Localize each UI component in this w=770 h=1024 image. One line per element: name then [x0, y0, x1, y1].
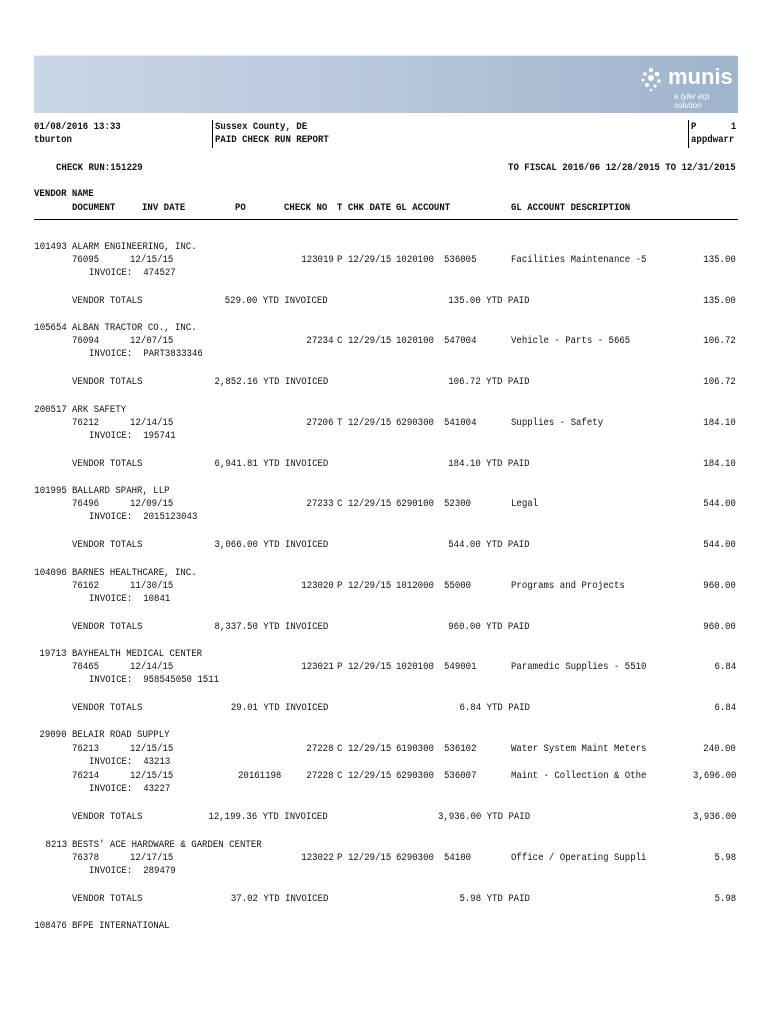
- vendor-totals-label: VENDOR TOTALS: [72, 539, 143, 551]
- vendor-id: 108476: [34, 920, 67, 932]
- line-document: 76214: [72, 770, 100, 782]
- vendor-id: 101493: [34, 241, 67, 253]
- vendor-ytd-invoiced: 6,941.81 YTD INVOICED: [214, 458, 328, 470]
- col-po: PO: [235, 202, 246, 214]
- vendor-totals-label: VENDOR TOTALS: [72, 811, 143, 823]
- logo-tagline: a tyler erp solution: [674, 92, 710, 110]
- vendor-totals-label: VENDOR TOTALS: [72, 458, 143, 470]
- line-gl-object: 536007: [444, 770, 477, 782]
- line-document: 76212: [72, 417, 100, 429]
- vendor-name: BFPE INTERNATIONAL: [72, 920, 170, 932]
- header-divider-right: [688, 120, 689, 148]
- line-gl-object: 547004: [444, 335, 477, 347]
- line-invoice: INVOICE: 958545050 1511: [89, 674, 220, 686]
- vendor-total: 184.10: [703, 458, 736, 470]
- line-document: 76162: [72, 580, 100, 592]
- line-gl-desc: Supplies - Safety: [511, 417, 604, 429]
- line-check-date: 12/29/15: [348, 417, 392, 429]
- line-inv-date: 11/30/15: [130, 580, 174, 592]
- vendor-ytd-invoiced: 8,337.50 YTD INVOICED: [214, 621, 328, 633]
- line-document: 76095: [72, 254, 100, 266]
- line-gl-org: 6290100: [396, 498, 434, 510]
- line-invoice: INVOICE: 474527: [89, 267, 176, 279]
- line-amount: 106.72: [703, 335, 736, 347]
- vendor-name: BARNES HEALTHCARE, INC.: [72, 567, 197, 579]
- program-name: appdwarr: [691, 134, 735, 146]
- vendor-id: 29090: [39, 729, 67, 741]
- vendor-total: 106.72: [703, 376, 736, 388]
- vendor-id: 104096: [34, 567, 67, 579]
- check-run: CHECK RUN:151229: [56, 162, 143, 174]
- fiscal-range: TO FISCAL 2016/06 12/28/2015 TO 12/31/2015: [508, 162, 736, 174]
- header-rule: [34, 219, 738, 220]
- line-invoice: INVOICE: 43227: [89, 783, 171, 795]
- line-check-date: 12/29/15: [348, 661, 392, 673]
- col-check-no: CHECK NO: [284, 202, 328, 214]
- vendor-ytd-paid: 960.00 YTD PAID: [448, 621, 530, 633]
- line-gl-org: 1012000: [396, 580, 434, 592]
- line-gl-desc: Office / Operating Suppli: [511, 852, 647, 864]
- vendor-name: BELAIR ROAD SUPPLY: [72, 729, 170, 741]
- line-po: 20161198: [238, 770, 282, 782]
- vendor-id: 8213: [45, 839, 67, 851]
- col-document: DOCUMENT: [72, 202, 116, 214]
- vendor-totals-label: VENDOR TOTALS: [72, 376, 143, 388]
- line-gl-org: 6290300: [396, 852, 434, 864]
- col-t-chk-date: T CHK DATE: [337, 202, 392, 214]
- line-check-type: P: [337, 852, 343, 864]
- line-check-date: 12/29/15: [348, 498, 392, 510]
- vendor-id: 101995: [34, 485, 67, 497]
- line-check-date: 12/29/15: [348, 852, 392, 864]
- line-check-no: 27233: [306, 498, 334, 510]
- line-check-no: 123021: [301, 661, 334, 673]
- line-check-type: C: [337, 335, 343, 347]
- vendor-total: 5.98: [714, 893, 736, 905]
- line-invoice: INVOICE: 195741: [89, 430, 176, 442]
- vendor-name: ALBAN TRACTOR CO., INC.: [72, 322, 197, 334]
- line-gl-org: 1020100: [396, 661, 434, 673]
- vendor-id: 105654: [34, 322, 67, 334]
- line-gl-desc: Facilities Maintenance -5: [511, 254, 647, 266]
- munis-logo: [634, 62, 733, 110]
- vendor-ytd-paid: 544.00 YTD PAID: [448, 539, 530, 551]
- line-gl-object: 536102: [444, 743, 477, 755]
- line-check-no: 27228: [306, 770, 334, 782]
- line-gl-object: 52300: [444, 498, 472, 510]
- col-gl-desc: GL ACCOUNT DESCRIPTION: [511, 202, 631, 214]
- line-check-date: 12/29/15: [348, 743, 392, 755]
- vendor-name: BESTS' ACE HARDWARE & GARDEN CENTER: [72, 839, 262, 851]
- line-gl-org: 6290300: [396, 770, 434, 782]
- report-title: PAID CHECK RUN REPORT: [215, 134, 329, 146]
- col-vendor-name: VENDOR NAME: [34, 188, 94, 200]
- vendor-total: 6.84: [714, 702, 736, 714]
- line-invoice: INVOICE: PART3833346: [89, 348, 203, 360]
- line-gl-desc: Maint - Collection & Othe: [511, 770, 647, 782]
- line-check-no: 27228: [306, 743, 334, 755]
- page-number: 1: [730, 121, 736, 133]
- vendor-ytd-invoiced: 12,199.36 YTD INVOICED: [208, 811, 328, 823]
- line-gl-object: 55000: [444, 580, 472, 592]
- vendor-ytd-paid: 6.84 YTD PAID: [459, 702, 530, 714]
- line-check-date: 12/29/15: [348, 770, 392, 782]
- line-check-date: 12/29/15: [348, 580, 392, 592]
- vendor-ytd-paid: 5.98 YTD PAID: [459, 893, 530, 905]
- line-document: 76213: [72, 743, 100, 755]
- line-document: 76496: [72, 498, 100, 510]
- line-check-type: C: [337, 498, 343, 510]
- line-invoice: INVOICE: 2015123043: [89, 511, 198, 523]
- report-user: tburton: [34, 134, 72, 146]
- line-inv-date: 12/14/15: [130, 417, 174, 429]
- line-gl-org: 1020100: [396, 254, 434, 266]
- line-check-no: 27206: [306, 417, 334, 429]
- vendor-ytd-invoiced: 529.00 YTD INVOICED: [225, 295, 328, 307]
- vendor-name: ALARM ENGINEERING, INC.: [72, 241, 197, 253]
- line-check-no: 123019: [301, 254, 334, 266]
- line-check-type: P: [337, 254, 343, 266]
- line-check-type: P: [337, 661, 343, 673]
- munis-logo-icon: [638, 66, 664, 92]
- vendor-totals-label: VENDOR TOTALS: [72, 702, 143, 714]
- line-amount: 184.10: [703, 417, 736, 429]
- line-inv-date: 12/07/15: [130, 335, 174, 347]
- line-invoice: INVOICE: 43213: [89, 756, 171, 768]
- logo-name: munis: [668, 64, 733, 89]
- line-gl-object: 541004: [444, 417, 477, 429]
- vendor-ytd-paid: 106.72 YTD PAID: [448, 376, 530, 388]
- report-banner: [34, 55, 738, 113]
- line-document: 76465: [72, 661, 100, 673]
- line-gl-object: 549001: [444, 661, 477, 673]
- line-inv-date: 12/15/15: [130, 254, 174, 266]
- vendor-total: 135.00: [703, 295, 736, 307]
- report-org: Sussex County, DE: [215, 121, 308, 133]
- line-gl-org: 6290300: [396, 417, 434, 429]
- vendor-totals-label: VENDOR TOTALS: [72, 621, 143, 633]
- line-document: 76378: [72, 852, 100, 864]
- col-inv-date: INV DATE: [142, 202, 186, 214]
- line-gl-desc: Water System Maint Meters: [511, 743, 647, 755]
- line-gl-object: 536005: [444, 254, 477, 266]
- vendor-totals-label: VENDOR TOTALS: [72, 295, 143, 307]
- vendor-ytd-invoiced: 37.02 YTD INVOICED: [230, 893, 328, 905]
- vendor-name: BAYHEALTH MEDICAL CENTER: [72, 648, 203, 660]
- vendor-id: 19713: [39, 648, 67, 660]
- vendor-total: 3,936.00: [692, 811, 736, 823]
- line-gl-org: 1020100: [396, 335, 434, 347]
- line-inv-date: 12/09/15: [130, 498, 174, 510]
- line-gl-desc: Vehicle - Parts - 5665: [511, 335, 631, 347]
- line-check-no: 27234: [306, 335, 334, 347]
- vendor-ytd-paid: 3,936.00 YTD PAID: [437, 811, 530, 823]
- line-amount: 6.84: [714, 661, 736, 673]
- line-amount: 3,696.00: [692, 770, 736, 782]
- line-document: 76094: [72, 335, 100, 347]
- line-gl-org: 6190300: [396, 743, 434, 755]
- line-amount: 5.98: [714, 852, 736, 864]
- vendor-ytd-invoiced: 3,066.00 YTD INVOICED: [214, 539, 328, 551]
- col-gl-account: GL ACCOUNT: [396, 202, 451, 214]
- line-check-date: 12/29/15: [348, 335, 392, 347]
- line-amount: 135.00: [703, 254, 736, 266]
- line-check-no: 123020: [301, 580, 334, 592]
- vendor-ytd-invoiced: 2,852.16 YTD INVOICED: [214, 376, 328, 388]
- vendor-ytd-paid: 135.00 YTD PAID: [448, 295, 530, 307]
- line-gl-desc: Legal: [511, 498, 539, 510]
- line-check-no: 123022: [301, 852, 334, 864]
- vendor-name: BALLARD SPAHR, LLP: [72, 485, 170, 497]
- line-amount: 960.00: [703, 580, 736, 592]
- line-check-type: P: [337, 580, 343, 592]
- line-inv-date: 12/14/15: [130, 661, 174, 673]
- line-gl-object: 54100: [444, 852, 472, 864]
- report-datetime: 01/08/2016 13:33: [34, 121, 121, 133]
- line-gl-desc: Paramedic Supplies - 5510: [511, 661, 647, 673]
- line-invoice: INVOICE: 289479: [89, 865, 176, 877]
- line-gl-desc: Programs and Projects: [511, 580, 625, 592]
- vendor-ytd-paid: 184.10 YTD PAID: [448, 458, 530, 470]
- line-inv-date: 12/17/15: [130, 852, 174, 864]
- vendor-ytd-invoiced: 29.01 YTD INVOICED: [230, 702, 328, 714]
- page-label: P: [691, 121, 697, 133]
- line-check-type: C: [337, 743, 343, 755]
- line-check-type: C: [337, 770, 343, 782]
- vendor-name: ARK SAFETY: [72, 404, 127, 416]
- vendor-total: 960.00: [703, 621, 736, 633]
- line-check-type: T: [337, 417, 343, 429]
- vendor-totals-label: VENDOR TOTALS: [72, 893, 143, 905]
- vendor-total: 544.00: [703, 539, 736, 551]
- line-check-date: 12/29/15: [348, 254, 392, 266]
- line-amount: 240.00: [703, 743, 736, 755]
- line-inv-date: 12/15/15: [130, 770, 174, 782]
- line-amount: 544.00: [703, 498, 736, 510]
- vendor-id: 200517: [34, 404, 67, 416]
- line-inv-date: 12/15/15: [130, 743, 174, 755]
- line-invoice: INVOICE: 10841: [89, 593, 171, 605]
- header-divider-left: [212, 120, 213, 148]
